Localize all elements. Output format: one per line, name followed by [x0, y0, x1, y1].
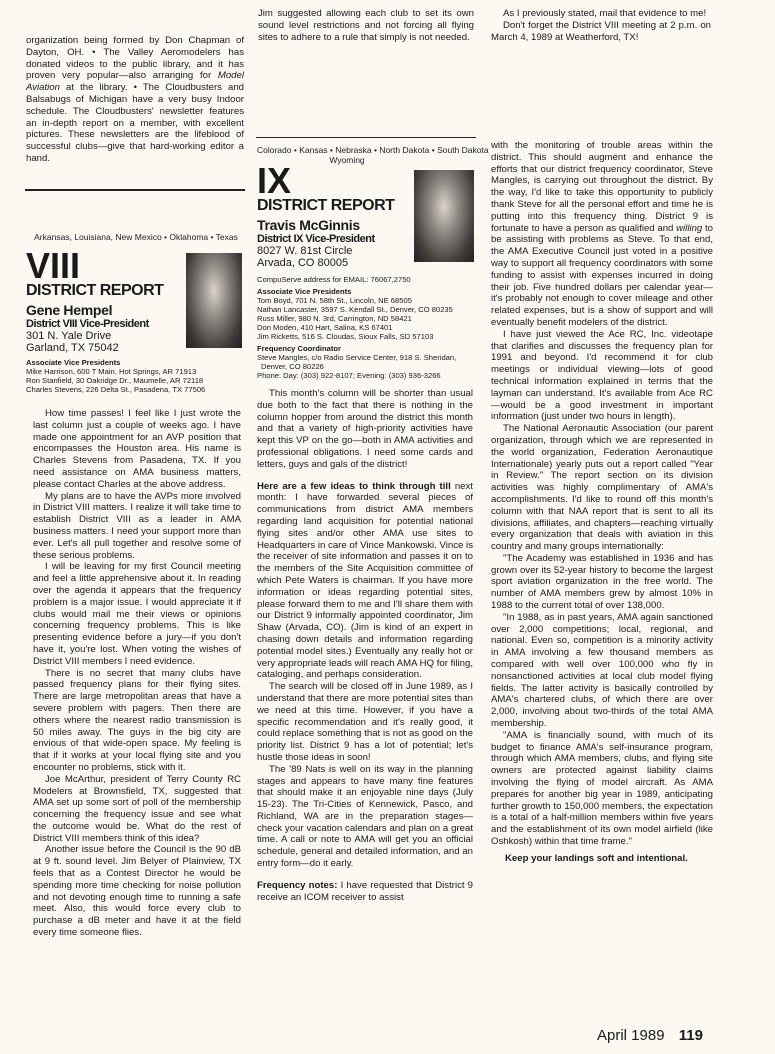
bold-lead: Frequency notes: — [257, 879, 338, 891]
paragraph: Joe McArthur, president of Terry County RC Modelers at Brownsfield, TX, suggested that AMA set up some sort of poll of the membership concerning the frequency issue and see what the outcome would be. What do the rest of District VIII members think of this idea? — [33, 773, 241, 844]
district-8-closing — [491, 8, 711, 43]
section-heading: DISTRICT REPORT — [257, 197, 395, 214]
paragraph — [257, 880, 473, 904]
section-heading: DISTRICT REPORT — [26, 282, 164, 299]
vp-name: Travis McGinnis — [257, 217, 360, 233]
avp-label: Associate Vice Presidents — [26, 358, 121, 367]
paragraph: Another issue before the Council is the 90 dB at 9 ft. sound level. Jim Belyer of Plainview, TX feels that as a Contest Director he would be spending more time checking for noise pollution and not devoting enough time to running a safe meet. Also, this would force every club to purchase a dB meter and have it at the field every time someone flies. — [33, 844, 241, 939]
district-9-body — [257, 388, 473, 903]
district-numeral: IX — [257, 160, 292, 201]
vp-title: District IX Vice-President — [257, 233, 375, 245]
freq-label: Frequency Coordinator — [257, 344, 341, 353]
paragraph: Jim suggested allowing each club to set its own sound level restrictions and not forcing all flying sites to adhere to a rule that simply is not needed. — [258, 8, 474, 43]
district-states: Arkansas, Louisiana, New Mexico • Oklahoma • Texas — [34, 232, 238, 242]
paragraph: I will be leaving for my first Council meeting and feel a little apprehensive about it. In reading over the agenda it appears that the frequency problem is a major issue. I would appreciate it if clubs would mail me their views or opinions concerning frequency problems. This is like presenting evidence before a jury—if you don't have it, you're lost. When voting the wishes of District VIII members I need evidence. — [33, 561, 241, 667]
avp-item: Nathan Lancaster, 3597 S. Kendall St., Denver, CO 80235 — [257, 305, 453, 314]
freq-line: Phone: Day: (303) 922-8107; Evening: (303) 936-3266 — [257, 371, 441, 380]
paragraph: My plans are to have the AVPs more involved in District VIII matters. I realize it will take time to establish District VIII as a leader in AMA business matters. I need your support more than ever. Let's all pull together and resolve some of these serious problems. — [33, 490, 241, 561]
paragraph: Don't forget the District VIII meeting at 2 p.m. on March 4, 1989 at Weatherford, TX! — [491, 19, 711, 43]
vp-photo-gene-hempel — [186, 253, 242, 348]
text: with the monitoring of trouble areas within the district. This should augment and enhance the efforts that our district frequency coordinator, Steve Mangles, is carrying out throughout the district. By the way, I'd like to take this opportunity to publicly thank Steve for all the personal effort and time he is putting into this frequency thing. District 9 is fortunate to have a person as qualified and — [491, 140, 713, 234]
magazine-title: Model Aviation — [26, 70, 244, 94]
email-line: CompuServe address for EMAIL: 76067,2750 — [257, 275, 411, 284]
paragraph: The National Aeronautic Association (our parent organization, through which we are represented in the world organization, Federation Aeronautique Internationale) yearly puts out a report called "Year in Review." The report section on its division activities was highly complimentary of AMA's accomplishments. I'd like to round off this month's column with that NAA report that is sent to all its divisions, affiliates, and chapters—reaching virtually every organization that deals with aviation in this country and many groups internationally: — [491, 423, 713, 553]
vp-address-1: 8027 W. 81st Circle — [257, 245, 353, 257]
district-8-body — [33, 408, 241, 939]
avp-item: Tom Boyd, 701 N. 58th St., Lincoln, NE 68505 — [257, 296, 412, 305]
paragraph: This month's column will be shorter than usual due both to the fact that there is nothing in the column hopper from around the district this month and that a variety of high-priority activities have kept this VP on the go—both in AMA activities and professional obligations. I need some cards and letters, guys and gals of the district! — [257, 388, 473, 470]
page-number: 119 — [678, 1027, 703, 1044]
paragraph: "The Academy was established in 1936 and has grown over its 52-year history to become the largest sport aviation organization in the free world. The number of AMA members grew by almost 10% in 1988 to the current total of over 138,000. — [491, 552, 713, 612]
avp-item: Ron Stanfield, 30 Oakridge Dr., Maumelle, AR 72118 — [26, 376, 204, 385]
paragraph: The '89 Nats is well on its way in the planning stages and appears to have many fine features that should make it an enjoyable nine days (July 15-23). The Tri-Cities of Kennewick, Pasco, and Richland, WA are in the preparation stages—check your vacation calendars and plan on a great time. A call or note to AMA will get you an official schedule, general and detailed information, and an entry form—do it early. — [257, 763, 473, 870]
bold-lead: Here are a few ideas to think through till — [257, 480, 451, 492]
paragraph: I have just viewed the Ace RC, Inc. videotape that clarifies and discusses the frequency plan for 1991 and beyond. I'd recommend it for club meetings or individual viewing—lots of good technical information explained in terms that the layman can understand. It's available from Ace RC—would be a good investment in important information (just under two hours in length). — [491, 328, 713, 423]
freq-line: Denver, CO 80226 — [261, 362, 324, 371]
vp-name: Gene Hempel — [26, 302, 113, 318]
vp-address-2: Garland, TX 75042 — [26, 342, 119, 354]
frequency-coordinator — [257, 344, 456, 380]
avp-list — [257, 287, 456, 341]
signoff: Keep your landings soft and intentional. — [505, 852, 688, 864]
district-8-continued — [258, 8, 474, 43]
vp-address-2: Arvada, CO 80005 — [257, 257, 349, 269]
paragraph: How time passes! I feel like I just wrote the last column just a couple of weeks ago. I have made one appointment for an AVP position that encompasses the Houston area. His name is Charles Stevens from Pasadena, TX. If you need assistance on AMA business matters, please contact Charles at the above address. — [33, 408, 241, 490]
text: I have requested that District 9 receive an ICOM receiver to assist — [257, 879, 474, 903]
continued-paragraph — [26, 35, 244, 165]
text: organization being formed by Don Chapman of Dayton, OH. • The Valley Aeromodelers has donated videos to the public library, and it has proven very popular—also arranging for — [26, 35, 244, 82]
avp-item: Mike Harrison, 600 T Main, Hot Springs, AR 71913 — [26, 367, 197, 376]
avp-item: Russ Miller, 980 N. 3rd, Carrington, ND 58421 — [257, 314, 412, 323]
left-top-text — [26, 35, 244, 165]
text: to be assisting with problems as Steve. To that end, the AMA Executive Council just voted in a positive way to support all frequency coordinators with some funding to assist with expenses incurred in doing their job. Five hundred dollars per calendar year—it's probably not enough to cover mileage and other related expenses, but is a show of support and will eventually benefit modelers of the district. — [491, 222, 714, 328]
vp-photo-travis-mcginnis — [414, 170, 474, 262]
text: next month: I have forwarded several pieces of communications from district AMA members regarding land acquisition for potential national flying sites and/or other AMA use sites to Headquarters in care of Vince Mankowski. Vince is the receiver of site information and passes it on to the members of the Site Acquisition committee of which Pete Waters is chairman. If you have more information or ideas regarding potential sites, please forward them to me and I'll share them with our District 9 informally appointed coordinator, Jim Shaw (Arvada, CO). (Jim is kind of an expert in chasing down details and information regarding potential model sites.) Eventually any really hot or very appropriate leads will reach AMA HQ for filing, cataloging, and perhaps consideration. — [257, 480, 473, 681]
district-states: Colorado • Kansas • Nebraska • North Dakota • South Dakota — [257, 145, 489, 155]
vp-title: District VIII Vice-President — [26, 318, 149, 330]
divider — [256, 137, 476, 138]
emphasis: willing — [676, 222, 703, 234]
avp-item: Charles Stevens, 226 Delta St., Pasadena, TX 77506 — [26, 385, 206, 394]
freq-line: Steve Mangles, c/o Radio Service Center, 918 S. Sheridan, — [257, 353, 457, 362]
paragraph: The search will be closed off in June 1989, as I understand that there are more potential sites than we need at this time. However, if you have a specific recommendation and it's really good, it could replace something that is not as good on the priority list. District 9 has a lot of potential; let's hustle those ideas in soon! — [257, 681, 473, 763]
text: at the library. • The Cloudbusters and Balsabugs of Michigan have a very busy Indoor schedule. The Cloudbusters' newsletter features an in-depth report on a member, with excellent pictures. These newsletters are the lifeblood of successful clubs—give that hard-working editor a hand. — [26, 82, 244, 164]
contact-block — [257, 275, 456, 380]
district-states-2: Wyoming — [329, 155, 365, 165]
vp-address-1: 301 N. Yale Drive — [26, 330, 112, 342]
avp-list — [26, 358, 205, 394]
avp-item: Jim Ricketts, 516 S. Cloudas, Sioux Falls, SD 57103 — [257, 332, 434, 341]
paragraph — [491, 140, 713, 329]
paragraph — [257, 481, 473, 682]
paragraph: "AMA is financially sound, with much of its budget to finance AMA's self-insurance program, through which AMA members, clubs, and flying site owners are protected against liability claims involving the flying of model aircraft. As AMA prepares for another big year in 1989, anticipating further growth to 150,000 members, the expectation is a total of a half-million members within five years and the establishment of its own model airfield (like Oshkosh) within that time frame." — [491, 729, 713, 848]
district-9-body-continued — [491, 140, 713, 865]
avp-label: Associate Vice Presidents — [257, 287, 352, 296]
avp-item: Don Moden, 410 Hart, Salina, KS 67401 — [257, 323, 393, 332]
paragraph: "In 1988, as in past years, AMA again sanctioned over 2,000 competitions; local, regional, and national. Even so, competition is a minority activity in AMA involving a few thousand members as compared with well over 100,000 who fly in nonsanctioned activities at local club model flying fields. The latter activity is basically controlled by AMA's chartered clubs, of which there are over 2,000, involving about two-thirds of the total AMA membership. — [491, 611, 713, 730]
district-numeral: VIII — [26, 245, 81, 286]
divider — [25, 189, 245, 191]
page-footer — [597, 1027, 703, 1044]
issue-date: April 1989 — [597, 1027, 665, 1044]
paragraph: As I previously stated, mail that evidence to me! — [503, 8, 707, 19]
paragraph: There is no secret that many clubs have passed frequency plans for their flying sites. There are large metropolitan areas that have a severe problem with pagers. Then there are others where the nearest radio transmission is 50 miles away. The guys in the big city are envious of that wide-open space. My feeling is that if it works at your local flying site and you encounter no problems, stick with it. — [33, 667, 241, 773]
